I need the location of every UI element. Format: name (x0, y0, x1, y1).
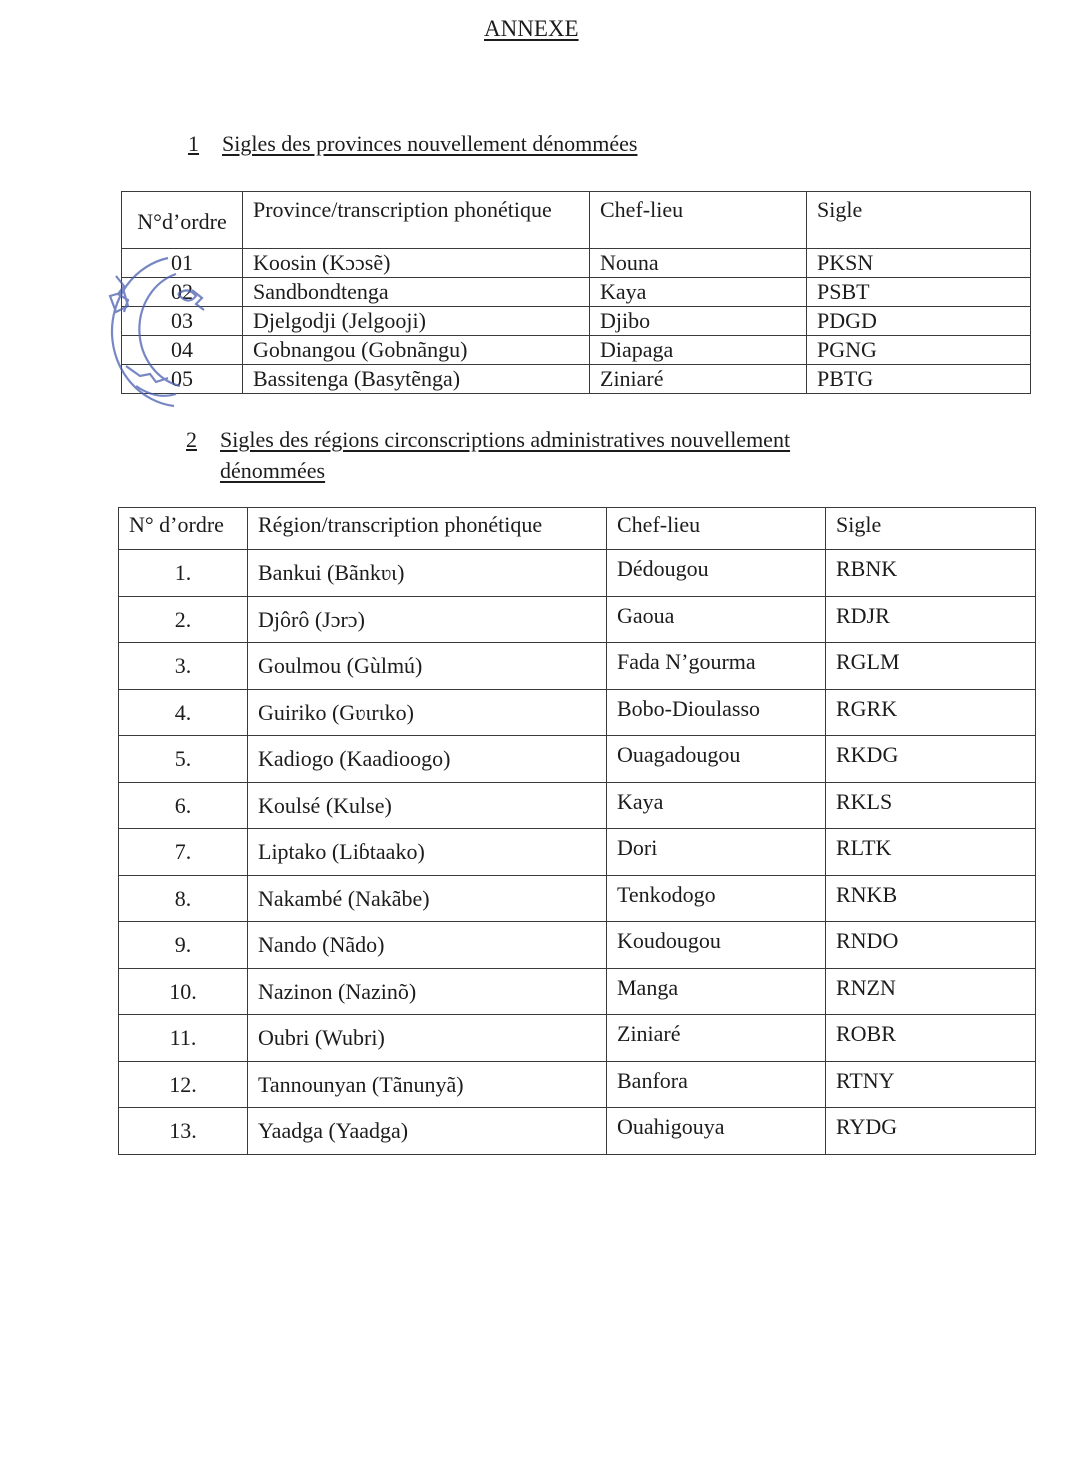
table-row (119, 968, 1036, 1015)
cell-region: Nando (Nãdo) (248, 922, 607, 969)
cell-capital: Ziniaré (607, 1015, 826, 1062)
cell-region: Nazinon (Nazinõ) (248, 968, 607, 1015)
cell-order: 02 (122, 278, 243, 307)
cell-order: 1. (119, 550, 248, 597)
cell-capital: Koudougou (607, 922, 826, 969)
cell-province: Gobnangou (Gobnãngu) (243, 336, 590, 365)
regions-table-body (119, 550, 1036, 1155)
cell-order: 10. (119, 968, 248, 1015)
cell-code: RGLM (826, 643, 1036, 690)
table-row (122, 249, 1031, 278)
cell-code: RLTK (826, 829, 1036, 876)
column-header-capital: Chef-lieu (590, 192, 807, 249)
cell-region: Liptako (Liɓtaako) (248, 829, 607, 876)
table-row (119, 782, 1036, 829)
cell-capital: Kaya (590, 278, 807, 307)
section-1-heading (188, 128, 637, 159)
column-header-region: Région/transcription phonétique (248, 508, 607, 550)
cell-code: RKDG (826, 736, 1036, 783)
table-row (119, 875, 1036, 922)
cell-region: Djôrô (Jɔrɔ) (248, 596, 607, 643)
cell-region: Kadiogo (Kaadioogo) (248, 736, 607, 783)
cell-capital: Dori (607, 829, 826, 876)
table-row (119, 1015, 1036, 1062)
cell-capital: Tenkodogo (607, 875, 826, 922)
cell-order: 11. (119, 1015, 248, 1062)
table-header-row (119, 508, 1036, 550)
cell-capital: Dédougou (607, 550, 826, 597)
cell-code: RDJR (826, 596, 1036, 643)
regions-table (118, 507, 1036, 1155)
cell-region: Koulsé (Kulse) (248, 782, 607, 829)
table-row (122, 336, 1031, 365)
cell-code: RNZN (826, 968, 1036, 1015)
provinces-table-body (122, 249, 1031, 394)
cell-order: 05 (122, 365, 243, 394)
column-header-order: N° d’ordre (119, 508, 248, 550)
cell-order: 12. (119, 1061, 248, 1108)
table-row (119, 829, 1036, 876)
cell-order: 9. (119, 922, 248, 969)
section-1-title: Sigles des provinces nouvellement dénommées (222, 131, 638, 156)
cell-code: RNKB (826, 875, 1036, 922)
cell-order: 04 (122, 336, 243, 365)
cell-capital: Fada N’gourma (607, 643, 826, 690)
column-header-capital: Chef-lieu (607, 508, 826, 550)
table-row (119, 643, 1036, 690)
section-1-number: 1 (188, 131, 199, 156)
column-header-province: Province/transcription phonétique (243, 192, 590, 249)
cell-capital: Ouagadougou (607, 736, 826, 783)
cell-code: RYDG (826, 1108, 1036, 1155)
cell-code: PKSN (807, 249, 1031, 278)
table-row (119, 922, 1036, 969)
table-row (122, 365, 1031, 394)
cell-capital: Ziniaré (590, 365, 807, 394)
cell-province: Koosin (Kɔɔsẽ) (243, 249, 590, 278)
cell-code: PSBT (807, 278, 1031, 307)
cell-province: Bassitenga (Basytẽnga) (243, 365, 590, 394)
cell-region: Oubri (Wubri) (248, 1015, 607, 1062)
cell-order: 5. (119, 736, 248, 783)
cell-capital: Manga (607, 968, 826, 1015)
cell-order: 13. (119, 1108, 248, 1155)
column-header-code: Sigle (826, 508, 1036, 550)
cell-province: Djelgodji (Jelgooji) (243, 307, 590, 336)
cell-order: 6. (119, 782, 248, 829)
cell-code: PBTG (807, 365, 1031, 394)
cell-order: 03 (122, 307, 243, 336)
table-row (119, 596, 1036, 643)
cell-province: Sandbondtenga (243, 278, 590, 307)
cell-region: Guiriko (Gʋɩrɩko) (248, 689, 607, 736)
cell-code: RBNK (826, 550, 1036, 597)
table-row (119, 1108, 1036, 1155)
cell-code: PGNG (807, 336, 1031, 365)
column-header-code: Sigle (807, 192, 1031, 249)
section-2-title: Sigles des régions circonscriptions administratives nouvellement dénommées (220, 427, 791, 483)
cell-code: RKLS (826, 782, 1036, 829)
table-row (119, 689, 1036, 736)
cell-capital: Gaoua (607, 596, 826, 643)
cell-region: Yaadga (Yaadga) (248, 1108, 607, 1155)
table-row (119, 1061, 1036, 1108)
cell-order: 01 (122, 249, 243, 278)
table-row (119, 550, 1036, 597)
table-header-row (122, 192, 1031, 249)
cell-order: 7. (119, 829, 248, 876)
section-2-heading (186, 424, 886, 486)
cell-capital: Diapaga (590, 336, 807, 365)
cell-code: RGRK (826, 689, 1036, 736)
table-row (119, 736, 1036, 783)
cell-order: 2. (119, 596, 248, 643)
cell-order: 4. (119, 689, 248, 736)
cell-capital: Djibo (590, 307, 807, 336)
cell-order: 3. (119, 643, 248, 690)
cell-region: Nakambé (Nakãbe) (248, 875, 607, 922)
cell-region: Bankui (Bãnkʋɩ) (248, 550, 607, 597)
cell-capital: Bobo-Dioulasso (607, 689, 826, 736)
section-2-number: 2 (186, 427, 197, 452)
cell-code: RNDO (826, 922, 1036, 969)
page-title: ANNEXE (484, 16, 579, 41)
provinces-table (121, 191, 1031, 394)
cell-order: 8. (119, 875, 248, 922)
cell-capital: Nouna (590, 249, 807, 278)
cell-capital: Ouahigouya (607, 1108, 826, 1155)
cell-region: Tannounyan (Tãnunyã) (248, 1061, 607, 1108)
cell-region: Goulmou (Gùlmú) (248, 643, 607, 690)
cell-capital: Banfora (607, 1061, 826, 1108)
cell-code: ROBR (826, 1015, 1036, 1062)
cell-capital: Kaya (607, 782, 826, 829)
table-row (122, 278, 1031, 307)
cell-code: RTNY (826, 1061, 1036, 1108)
column-header-order: N°d’ordre (122, 192, 243, 249)
cell-code: PDGD (807, 307, 1031, 336)
table-row (122, 307, 1031, 336)
